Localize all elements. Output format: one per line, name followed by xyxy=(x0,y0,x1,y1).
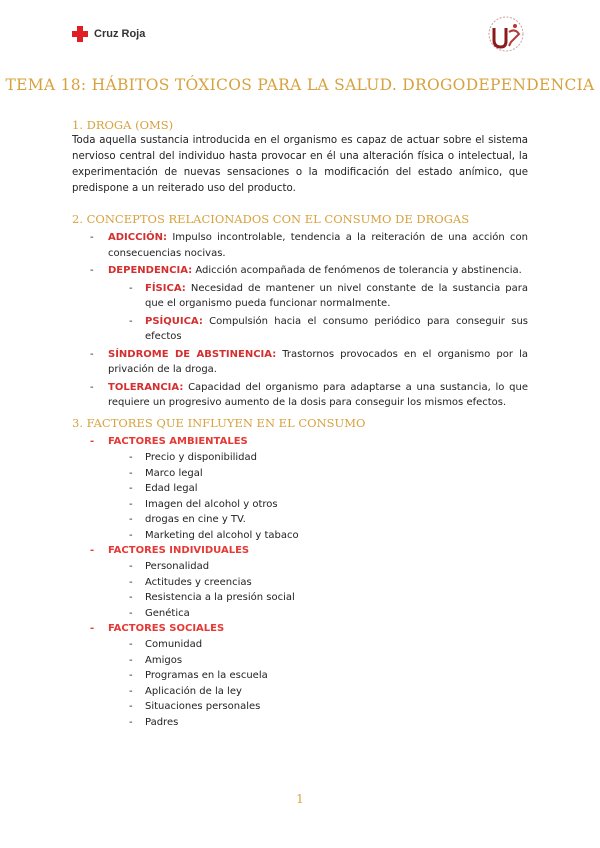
list-item xyxy=(0,512,600,528)
list-item xyxy=(0,497,600,513)
list-item xyxy=(0,450,600,466)
term-label: ADICCIÓN: xyxy=(108,232,168,243)
bullet-dash: - xyxy=(90,232,94,243)
cruz-roja-logo-text: Cruz Roja xyxy=(94,28,146,40)
term-label: PSÍQUICA: xyxy=(145,315,203,327)
bullet-dash: - xyxy=(90,265,94,276)
term-definition: Adicción acompañada de fenómenos de tolerancia y abstinencia. xyxy=(192,265,522,276)
term-definition: Trastornos provocados en el organismo por la privación de la droga. xyxy=(108,348,528,375)
list-item xyxy=(0,466,600,482)
bullet-dash: - xyxy=(90,623,95,634)
section-1-paragraph: Toda aquella sustancia introducida en el organismo es capaz de actuar sobre el sistema nervioso central del individuo hasta provocar en él una alteración física o intelectual, la experimentación de nuevas sensaciones o la modificación del estado anímico, que predispone a un reiterado uso del producto. xyxy=(72,135,528,194)
factor-label: Aplicación de la ley xyxy=(145,685,242,697)
term-definition: Impulso incontrolable, tendencia a la reiteración de una acción con consecuencias nocivas. xyxy=(108,232,528,259)
bullet-dash: - xyxy=(129,282,133,294)
term-definition: Capacidad del organismo para adaptarse a una sustancia, lo que requiere un progresivo aumento de la dosis para conseguir los mismos efectos. xyxy=(108,381,528,408)
bullet-dash: - xyxy=(129,561,133,572)
section-1-heading: 1. DROGA (OMS) xyxy=(72,118,174,132)
bullet-dash: - xyxy=(90,381,94,393)
factor-label: Marco legal xyxy=(145,467,203,479)
factor-group-title: FACTORES AMBIENTALES xyxy=(108,436,248,447)
bullet-dash: - xyxy=(129,592,133,603)
factor-group-heading xyxy=(0,621,600,637)
university-logo-icon xyxy=(482,14,530,54)
bullet-dash: - xyxy=(129,576,133,588)
list-item-psiquica xyxy=(0,314,600,345)
section-2-heading: 2. CONCEPTOS RELACIONADOS CON EL CONSUMO DE DROGAS xyxy=(72,212,470,226)
red-cross-icon xyxy=(72,26,88,42)
factor-label: Precio y disponibilidad xyxy=(145,452,257,463)
bullet-dash: - xyxy=(129,607,133,619)
term-label: TOLERANCIA: xyxy=(108,381,184,393)
bullet-dash: - xyxy=(129,514,133,525)
bullet-dash: - xyxy=(129,483,133,494)
list-item-fisica xyxy=(0,281,600,312)
bullet-dash: - xyxy=(129,315,133,327)
concepts-list xyxy=(0,230,600,411)
factor-group-heading xyxy=(0,543,600,559)
list-item xyxy=(0,575,600,591)
factor-label: Actitudes y creencias xyxy=(145,576,252,588)
bullet-dash: - xyxy=(129,529,133,541)
list-item xyxy=(0,590,600,606)
term-label: SÍNDROME DE ABSTINENCIA: xyxy=(108,348,277,360)
factor-label: Padres xyxy=(145,716,179,728)
list-item-dependencia xyxy=(0,263,600,279)
factor-label: Resistencia a la presión social xyxy=(145,592,295,603)
bullet-dash: - xyxy=(129,716,133,728)
factor-label: Personalidad xyxy=(145,561,210,572)
bullet-dash: - xyxy=(129,654,133,666)
factor-group-title: FACTORES SOCIALES xyxy=(108,623,225,634)
list-item xyxy=(0,481,600,497)
list-item xyxy=(0,559,600,575)
factor-label: Amigos xyxy=(145,654,183,666)
factor-group-heading xyxy=(0,434,600,450)
cruz-roja-logo xyxy=(72,26,145,42)
bullet-dash: - xyxy=(90,436,95,447)
list-item-adiccion xyxy=(0,230,600,261)
factor-label: Marketing del alcohol y tabaco xyxy=(145,529,299,541)
bullet-dash: - xyxy=(129,467,133,479)
list-item xyxy=(0,699,600,715)
term-label: DEPENDENCIA: xyxy=(108,265,193,276)
bullet-dash: - xyxy=(90,545,95,556)
list-item xyxy=(0,528,600,544)
bullet-dash: - xyxy=(129,670,133,681)
bullet-dash: - xyxy=(129,685,133,697)
bullet-dash: - xyxy=(129,639,133,650)
term-definition: Compulsión hacia el consumo periódico para conseguir sus efectos xyxy=(145,315,528,342)
bullet-dash: - xyxy=(129,701,133,712)
bullet-dash: - xyxy=(129,498,133,510)
bullet-dash: - xyxy=(129,452,133,463)
factor-label: Edad legal xyxy=(145,483,198,494)
factor-group-title: FACTORES INDIVIDUALES xyxy=(108,545,250,556)
bullet-dash: - xyxy=(90,348,94,360)
factor-label: Genética xyxy=(145,607,190,619)
factor-label: Comunidad xyxy=(145,639,203,650)
page-number: 1 xyxy=(296,792,304,806)
document-title: TEMA 18: HÁBITOS TÓXICOS PARA LA SALUD. DROGODEPENDENCIA xyxy=(5,76,595,94)
list-item xyxy=(0,715,600,731)
list-item xyxy=(0,637,600,653)
factors-list xyxy=(0,434,600,730)
factor-label: drogas en cine y TV. xyxy=(145,514,246,525)
term-definition: Necesidad de mantener un nivel constante de la sustancia para que el organismo pueda funcionar normalmente. xyxy=(145,282,528,309)
list-item-tolerancia xyxy=(0,380,600,411)
list-item xyxy=(0,668,600,684)
factor-label: Situaciones personales xyxy=(145,701,261,712)
list-item xyxy=(0,684,600,700)
list-item-sindrome-abstinencia xyxy=(0,347,600,378)
list-item xyxy=(0,606,600,622)
list-item xyxy=(0,653,600,669)
factor-label: Programas en la escuela xyxy=(145,670,268,681)
term-label: FÍSICA: xyxy=(145,282,186,294)
section-3-heading: 3. FACTORES QUE INFLUYEN EN EL CONSUMO xyxy=(72,416,366,430)
factor-label: Imagen del alcohol y otros xyxy=(145,498,278,510)
